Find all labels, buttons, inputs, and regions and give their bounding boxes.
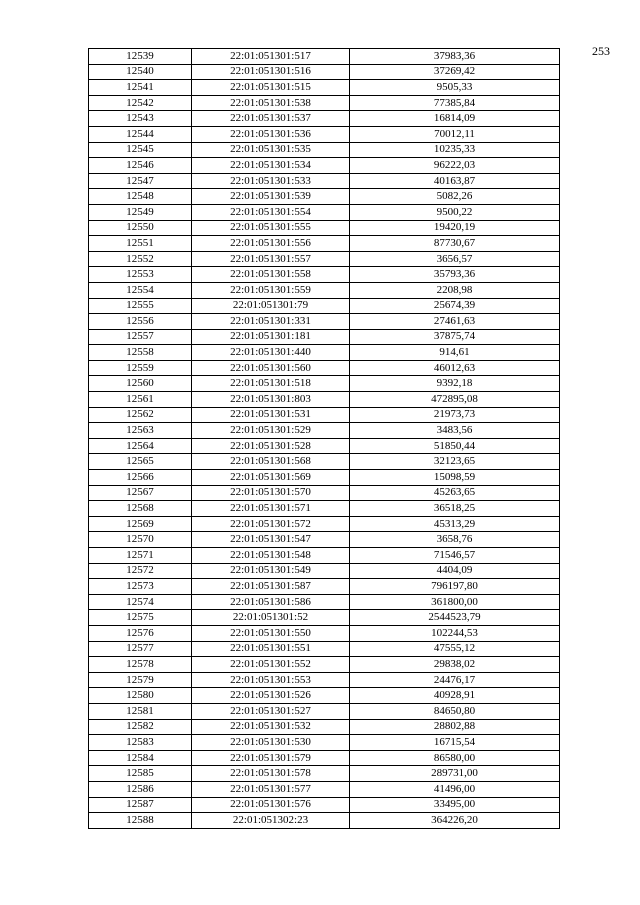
cadastral-number-cell: 22:01:051301:539 [192, 189, 350, 205]
row-number-cell: 12567 [89, 485, 192, 501]
table-row [89, 314, 560, 330]
row-number-cell: 12580 [89, 688, 192, 704]
cadastral-number-cell: 22:01:051301:531 [192, 407, 350, 423]
row-number-cell: 12568 [89, 501, 192, 517]
value-cell: 15098,59 [350, 470, 560, 486]
row-number-cell: 12582 [89, 719, 192, 735]
cadastral-number-cell: 22:01:051301:578 [192, 766, 350, 782]
cadastral-number-cell: 22:01:051301:576 [192, 797, 350, 813]
row-number-cell: 12543 [89, 111, 192, 127]
cadastral-number-cell: 22:01:051301:517 [192, 49, 350, 65]
row-number-cell: 12573 [89, 579, 192, 595]
row-number-cell: 12554 [89, 282, 192, 298]
table-row [89, 142, 560, 158]
table-row [89, 797, 560, 813]
table-row [89, 329, 560, 345]
row-number-cell: 12571 [89, 548, 192, 564]
table-row [89, 688, 560, 704]
row-number-cell: 12540 [89, 64, 192, 80]
value-cell: 37983,36 [350, 49, 560, 65]
table-row [89, 813, 560, 829]
value-cell: 35793,36 [350, 267, 560, 283]
table-row [89, 251, 560, 267]
table-row [89, 423, 560, 439]
value-cell: 914,61 [350, 345, 560, 361]
row-number-cell: 12574 [89, 594, 192, 610]
cadastral-number-cell: 22:01:051301:558 [192, 267, 350, 283]
value-cell: 472895,08 [350, 392, 560, 408]
row-number-cell: 12557 [89, 329, 192, 345]
value-cell: 46012,63 [350, 360, 560, 376]
cadastral-number-cell: 22:01:051301:440 [192, 345, 350, 361]
cadastral-number-cell: 22:01:051301:560 [192, 360, 350, 376]
value-cell: 361800,00 [350, 594, 560, 610]
value-cell: 87730,67 [350, 236, 560, 252]
cadastral-number-cell: 22:01:051301:550 [192, 625, 350, 641]
table-row [89, 625, 560, 641]
row-number-cell: 12549 [89, 204, 192, 220]
value-cell: 33495,00 [350, 797, 560, 813]
row-number-cell: 12561 [89, 392, 192, 408]
cadastral-number-cell: 22:01:051301:552 [192, 657, 350, 673]
row-number-cell: 12584 [89, 750, 192, 766]
cadastral-number-cell: 22:01:051301:557 [192, 251, 350, 267]
table-row [89, 781, 560, 797]
value-cell: 47555,12 [350, 641, 560, 657]
cadastral-number-cell: 22:01:051301:535 [192, 142, 350, 158]
cadastral-number-cell: 22:01:051301:537 [192, 111, 350, 127]
value-cell: 102244,53 [350, 625, 560, 641]
value-cell: 289731,00 [350, 766, 560, 782]
value-cell: 16715,54 [350, 735, 560, 751]
value-cell: 2208,98 [350, 282, 560, 298]
cadastral-number-cell: 22:01:051301:554 [192, 204, 350, 220]
table-row [89, 126, 560, 142]
value-cell: 19420,19 [350, 220, 560, 236]
value-cell: 51850,44 [350, 438, 560, 454]
row-number-cell: 12539 [89, 49, 192, 65]
value-cell: 3656,57 [350, 251, 560, 267]
value-cell: 40163,87 [350, 173, 560, 189]
table-row [89, 80, 560, 96]
cadastral-number-cell: 22:01:051301:533 [192, 173, 350, 189]
value-cell: 29838,02 [350, 657, 560, 673]
table-row [89, 173, 560, 189]
table-row [89, 111, 560, 127]
cadastral-number-cell: 22:01:051301:571 [192, 501, 350, 517]
table-row [89, 548, 560, 564]
cadastral-number-cell: 22:01:051301:516 [192, 64, 350, 80]
value-cell: 2544523,79 [350, 610, 560, 626]
table-row [89, 204, 560, 220]
value-cell: 24476,17 [350, 672, 560, 688]
table-row [89, 750, 560, 766]
cadastral-number-cell: 22:01:051301:577 [192, 781, 350, 797]
cadastral-number-cell: 22:01:051301:572 [192, 516, 350, 532]
value-cell: 96222,03 [350, 158, 560, 174]
row-number-cell: 12575 [89, 610, 192, 626]
row-number-cell: 12585 [89, 766, 192, 782]
value-cell: 10235,33 [350, 142, 560, 158]
cadastral-number-cell: 22:01:051301:570 [192, 485, 350, 501]
table-row [89, 766, 560, 782]
table-row [89, 298, 560, 314]
value-cell: 16814,09 [350, 111, 560, 127]
row-number-cell: 12550 [89, 220, 192, 236]
cadastral-number-cell: 22:01:051301:555 [192, 220, 350, 236]
cadastral-number-cell: 22:01:051301:536 [192, 126, 350, 142]
table-row [89, 267, 560, 283]
table-row [89, 735, 560, 751]
cadastral-number-cell: 22:01:051301:79 [192, 298, 350, 314]
table-row [89, 641, 560, 657]
cadastral-number-cell: 22:01:051301:538 [192, 95, 350, 111]
value-cell: 28802,88 [350, 719, 560, 735]
page-number: 253 [592, 44, 610, 58]
cadastral-value-table [88, 48, 560, 829]
cadastral-number-cell: 22:01:051301:556 [192, 236, 350, 252]
row-number-cell: 12570 [89, 532, 192, 548]
table-row [89, 220, 560, 236]
table-row [89, 282, 560, 298]
cadastral-number-cell: 22:01:051301:532 [192, 719, 350, 735]
row-number-cell: 12555 [89, 298, 192, 314]
row-number-cell: 12576 [89, 625, 192, 641]
cadastral-number-cell: 22:01:051301:569 [192, 470, 350, 486]
row-number-cell: 12569 [89, 516, 192, 532]
table-row [89, 563, 560, 579]
cadastral-number-cell: 22:01:051301:518 [192, 376, 350, 392]
table-row [89, 579, 560, 595]
row-number-cell: 12577 [89, 641, 192, 657]
cadastral-number-cell: 22:01:051301:579 [192, 750, 350, 766]
cadastral-number-cell: 22:01:051301:529 [192, 423, 350, 439]
table-row [89, 158, 560, 174]
row-number-cell: 12551 [89, 236, 192, 252]
cadastral-number-cell: 22:01:051301:553 [192, 672, 350, 688]
row-number-cell: 12547 [89, 173, 192, 189]
table-row [89, 470, 560, 486]
table-row [89, 64, 560, 80]
table-row [89, 610, 560, 626]
value-cell: 9505,33 [350, 80, 560, 96]
row-number-cell: 12558 [89, 345, 192, 361]
cadastral-number-cell: 22:01:051301:587 [192, 579, 350, 595]
cadastral-number-cell: 22:01:051301:551 [192, 641, 350, 657]
value-cell: 84650,80 [350, 703, 560, 719]
value-cell: 40928,91 [350, 688, 560, 704]
value-cell: 25674,39 [350, 298, 560, 314]
cadastral-number-cell: 22:01:051301:530 [192, 735, 350, 751]
row-number-cell: 12562 [89, 407, 192, 423]
table-row [89, 594, 560, 610]
table-row [89, 360, 560, 376]
value-cell: 27461,63 [350, 314, 560, 330]
value-cell: 3483,56 [350, 423, 560, 439]
cadastral-number-cell: 22:01:051301:181 [192, 329, 350, 345]
table-row [89, 454, 560, 470]
row-number-cell: 12579 [89, 672, 192, 688]
value-cell: 70012,11 [350, 126, 560, 142]
cadastral-number-cell: 22:01:051301:548 [192, 548, 350, 564]
cadastral-number-cell: 22:01:051301:803 [192, 392, 350, 408]
row-number-cell: 12559 [89, 360, 192, 376]
row-number-cell: 12588 [89, 813, 192, 829]
cadastral-number-cell: 22:01:051301:559 [192, 282, 350, 298]
table-row [89, 95, 560, 111]
value-cell: 45263,65 [350, 485, 560, 501]
row-number-cell: 12566 [89, 470, 192, 486]
value-cell: 4404,09 [350, 563, 560, 579]
value-cell: 796197,80 [350, 579, 560, 595]
cadastral-number-cell: 22:01:051301:549 [192, 563, 350, 579]
row-number-cell: 12556 [89, 314, 192, 330]
row-number-cell: 12548 [89, 189, 192, 205]
cadastral-number-cell: 22:01:051301:527 [192, 703, 350, 719]
value-cell: 41496,00 [350, 781, 560, 797]
row-number-cell: 12541 [89, 80, 192, 96]
row-number-cell: 12564 [89, 438, 192, 454]
table-row [89, 672, 560, 688]
table-row [89, 189, 560, 205]
row-number-cell: 12544 [89, 126, 192, 142]
value-cell: 37875,74 [350, 329, 560, 345]
table-row [89, 236, 560, 252]
table-row [89, 719, 560, 735]
table-body [89, 49, 560, 829]
cadastral-number-cell: 22:01:051301:586 [192, 594, 350, 610]
value-cell: 21973,73 [350, 407, 560, 423]
value-cell: 37269,42 [350, 64, 560, 80]
value-cell: 32123,65 [350, 454, 560, 470]
row-number-cell: 12565 [89, 454, 192, 470]
row-number-cell: 12546 [89, 158, 192, 174]
row-number-cell: 12581 [89, 703, 192, 719]
table-row [89, 376, 560, 392]
row-number-cell: 12586 [89, 781, 192, 797]
row-number-cell: 12553 [89, 267, 192, 283]
value-cell: 3658,76 [350, 532, 560, 548]
value-cell: 45313,29 [350, 516, 560, 532]
value-cell: 77385,84 [350, 95, 560, 111]
row-number-cell: 12578 [89, 657, 192, 673]
table-row [89, 49, 560, 65]
table-row [89, 407, 560, 423]
cadastral-number-cell: 22:01:051301:52 [192, 610, 350, 626]
value-cell: 5082,26 [350, 189, 560, 205]
cadastral-number-cell: 22:01:051301:526 [192, 688, 350, 704]
row-number-cell: 12572 [89, 563, 192, 579]
row-number-cell: 12545 [89, 142, 192, 158]
value-cell: 86580,00 [350, 750, 560, 766]
table-row [89, 657, 560, 673]
table-row [89, 485, 560, 501]
cadastral-number-cell: 22:01:051302:23 [192, 813, 350, 829]
cadastral-number-cell: 22:01:051301:331 [192, 314, 350, 330]
cadastral-number-cell: 22:01:051301:528 [192, 438, 350, 454]
cadastral-number-cell: 22:01:051301:534 [192, 158, 350, 174]
table-row [89, 501, 560, 517]
cadastral-number-cell: 22:01:051301:547 [192, 532, 350, 548]
table-row [89, 392, 560, 408]
table-row [89, 438, 560, 454]
value-cell: 9392,18 [350, 376, 560, 392]
value-cell: 9500,22 [350, 204, 560, 220]
value-cell: 36518,25 [350, 501, 560, 517]
value-cell: 71546,57 [350, 548, 560, 564]
row-number-cell: 12587 [89, 797, 192, 813]
table-row [89, 703, 560, 719]
row-number-cell: 12560 [89, 376, 192, 392]
value-cell: 364226,20 [350, 813, 560, 829]
table-row [89, 345, 560, 361]
table-row [89, 516, 560, 532]
cadastral-number-cell: 22:01:051301:515 [192, 80, 350, 96]
table-row [89, 532, 560, 548]
row-number-cell: 12542 [89, 95, 192, 111]
row-number-cell: 12552 [89, 251, 192, 267]
row-number-cell: 12563 [89, 423, 192, 439]
cadastral-number-cell: 22:01:051301:568 [192, 454, 350, 470]
row-number-cell: 12583 [89, 735, 192, 751]
